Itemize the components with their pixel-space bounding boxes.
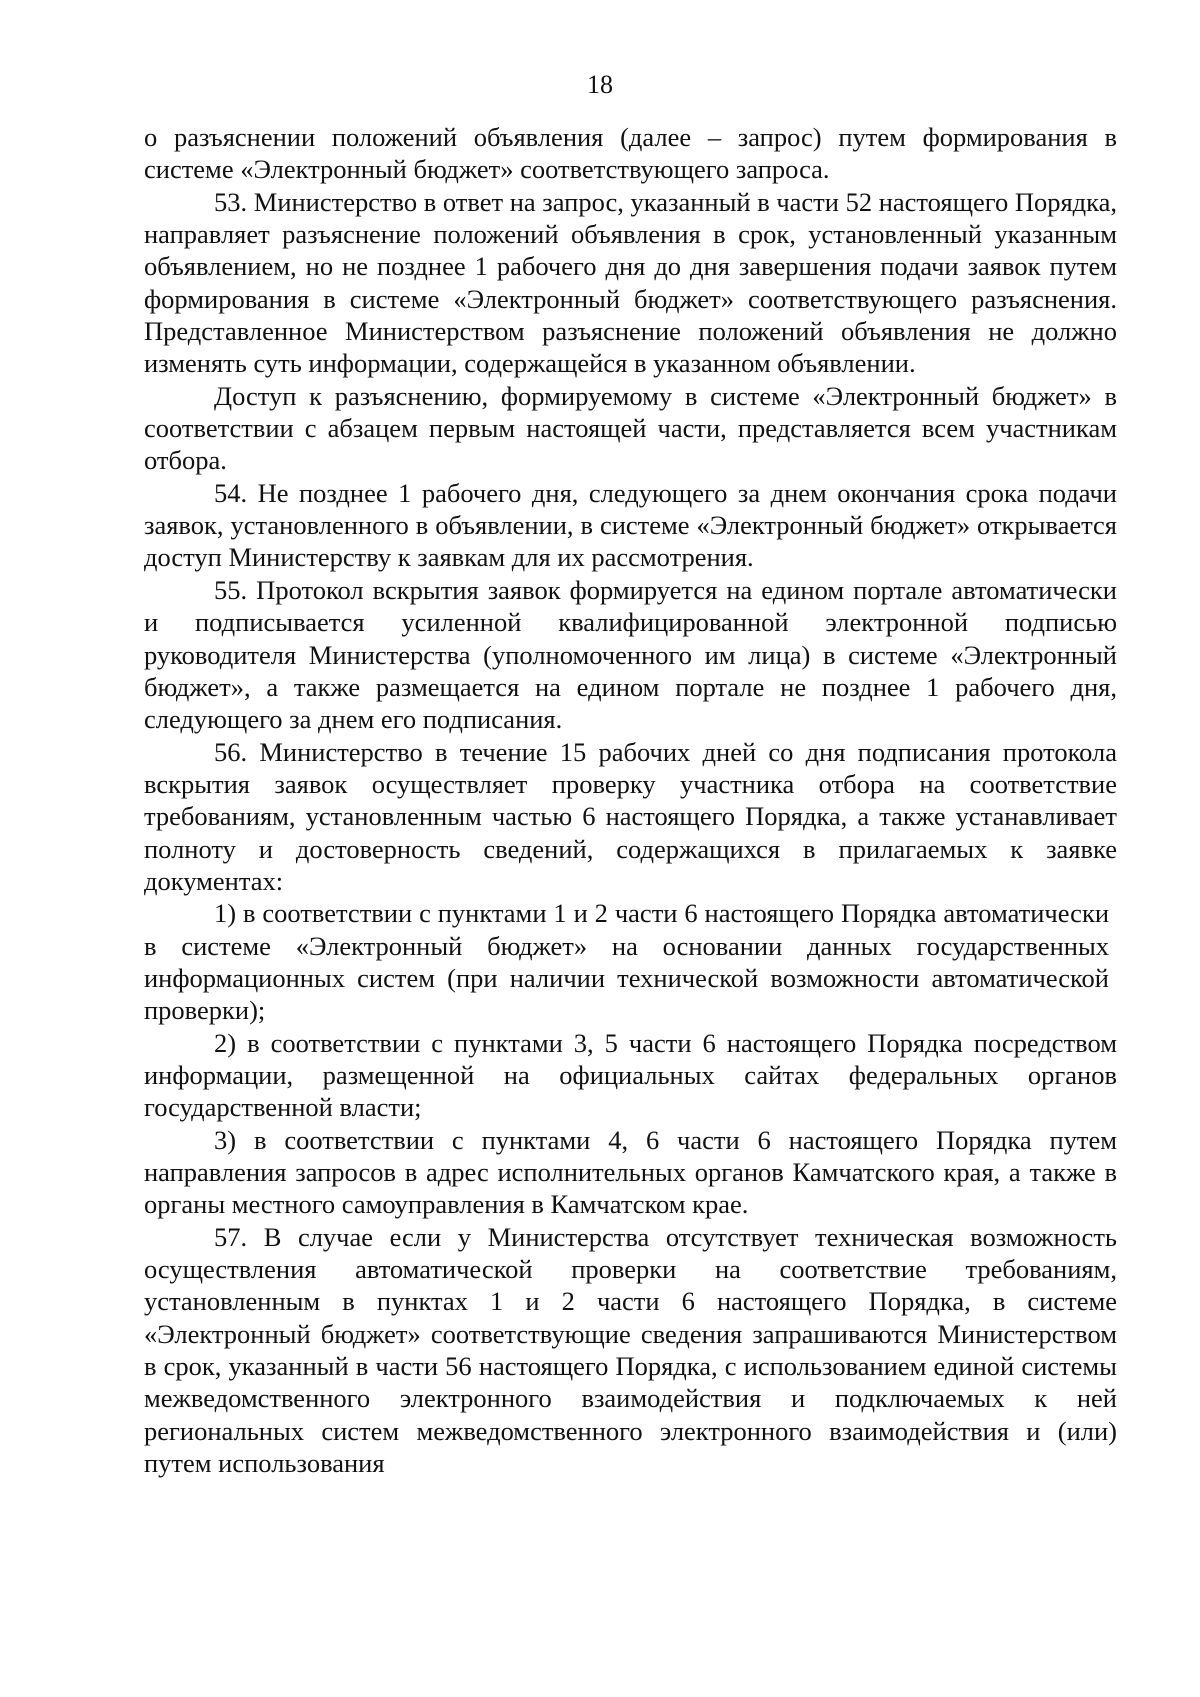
paragraph-54: 54. Не позднее 1 рабочего дня, следующего за днем окончания срока подачи заявок, установленного в объявлении, в системе «Электронный бюджет» открывается доступ Министерству к заявкам для их рассмотрения. [144,477,1117,573]
paragraph-56-item-3: 3) в соответствии с пунктами 4, 6 части 6 настоящего Порядка путем направления запросов в адрес исполнительных органов Камчатского края, а также в органы местного самоуправления в Камчатском крае. [144,1124,1117,1220]
paragraph-53-access: Доступ к разъяснению, формируемому в системе «Электронный бюджет» в соответствии с абзацем первым настоящей части, представляется всем участникам отбора. [144,380,1117,476]
paragraph-57: 57. В случае если у Министерства отсутствует техническая возможность осуществления автоматической проверки на соответствие требованиям, установленным в пунктах 1 и 2 части 6 настоящего Порядка, в системе «Электронный бюджет» соответствующие сведения запрашиваются Министерством в срок, указанный в части 56 настоящего Порядка, с использованием единой системы межведомственного электронного взаимодействия и подключаемых к ней региональных систем межведомственного электронного взаимодействия и (или) путем использования [144,1221,1117,1479]
paragraph-53: 53. Министерство в ответ на запрос, указанный в части 52 настоящего Порядка, направляет разъяснение положений объявления в срок, установленный указанным объявлением, но не позднее 1 рабочего дня до дня завершения подачи заявок путем формирования в системе «Электронный бюджет» соответствующего разъяснения. Представленное Министерством разъяснение положений объявления не должно изменять суть информации, содержащейся в указанном объявлении. [144,186,1117,379]
paragraph-56-item-1: 1) в соответствии с пунктами 1 и 2 части 6 настоящего Порядка автоматически в системе «Электронный бюджет» на основании данных государственных информационных систем (при наличии технической возможности автоматической проверки); [144,898,1109,1026]
paragraph-continuation: о разъяснении положений объявления (далее – запрос) путем формирования в системе «Электронный бюджет» соответствующего запроса. [144,122,1117,185]
paragraph-55: 55. Протокол вскрытия заявок формируется на едином портале автоматически и подписывается усиленной квалифицированной электронной подписью руководителя Министерства (уполномоченного им лица) в системе «Электронный бюджет», а также размещается на едином портале не позднее 1 рабочего дня, следующего за днем его подписания. [144,574,1117,735]
page-number: 18 [587,70,613,99]
paragraph-56: 56. Министерство в течение 15 рабочих дней со дня подписания протокола вскрытия заявок осуществляет проверку участника отбора на соответствие требованиям, установленным частью 6 настоящего Порядка, а также устанавливает полноту и достоверность сведений, содержащихся в прилагаемых к заявке документах: [144,736,1117,896]
paragraph-56-item-2: 2) в соответствии с пунктами 3, 5 части 6 настоящего Порядка посредством информации, размещенной на официальных сайтах федеральных органов государственной власти; [144,1027,1117,1123]
document-body [144,121,1117,1479]
